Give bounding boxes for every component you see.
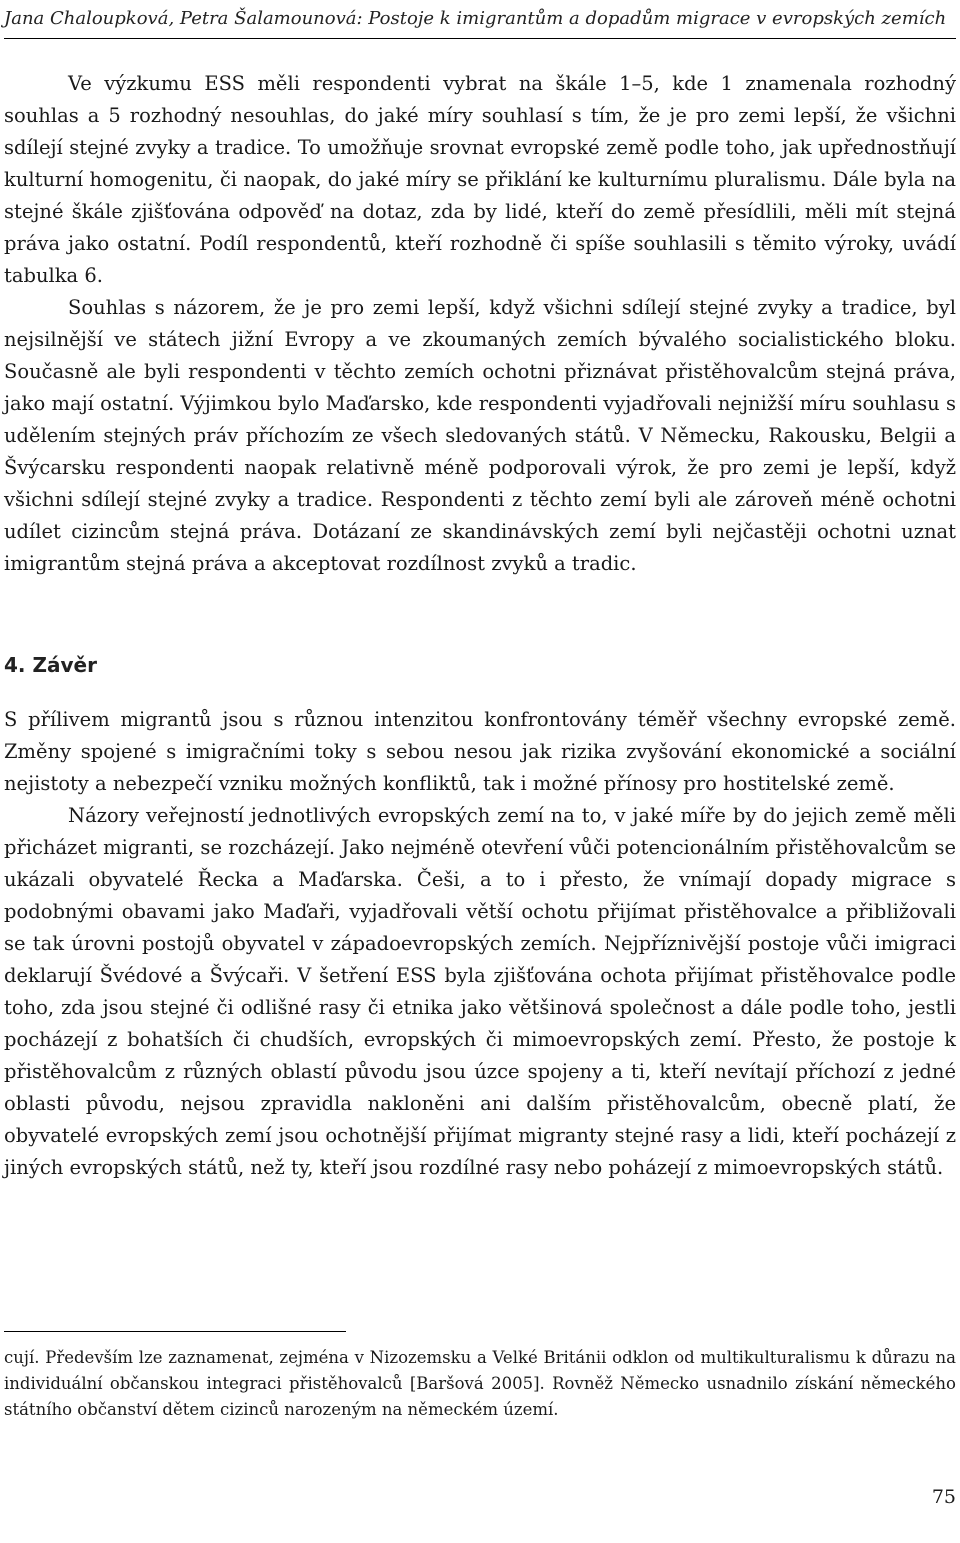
header-rule xyxy=(4,38,956,39)
paragraph-ess-scale: Ve výzkumu ESS měli respondenti vybrat na škále 1–5, kde 1 znamenala rozhodný souhlas a 5 rozhodný nesouhlas, do jaké míry souhlasí s tím, že je pro zemi lepší, že všichni sdílejí stejné zvyky a tradice. To umožňuje srovnat evropské země podle toho, jak upřednostňují kulturní homogenitu, či naopak, do jaké míry se přiklání ke kulturnímu pluralismu. Dále byla na stejné škále zjišťována odpověď na dotaz, zda by lidé, kteří do země přesídlili, měli mít stejná práva jako ostatní. Podíl respondentů, kteří rozhodně či spíše souhlasili s těmito výroky, uvádí tabulka 6. xyxy=(4,72,956,287)
footnote-rule xyxy=(4,1331,346,1332)
page-number: 75 xyxy=(931,1486,956,1508)
footnote: cují. Především lze zaznamenat, zejména v Nizozemsku a Velké Británii odklon od multikulturalismu k důrazu na individuální občanskou integraci přistěhovalců [Baršová 2005]. Rovněž Německo usnadnilo získání německého státního občanství dětem cizinců narozeným na německém území. xyxy=(4,1348,956,1419)
paragraph-conclusion-intro: S přílivem migrantů jsou s různou intenzitou konfrontovány téměř všechny evropské země. Změny spojené s imigračními toky s sebou nesou jak rizika zvyšování ekonomické a sociální nejistoty a nebezpečí vzniku možných konfliktů, tak i možné přínosy pro hostitelské země. xyxy=(4,708,956,795)
section-heading: 4. Závěr xyxy=(4,653,97,677)
paragraph-conclusion-opinions: Názory veřejností jednotlivých evropských zemí na to, v jaké míře by do jejich země měli přicházet migranti, se rozcházejí. Jako nejméně otevření vůči potencionálním přistěhovalcům se ukázali obyvatelé Řecka a Maďarska. Češi, a to i přesto, že vnímají dopady migrace s podobnými obavami jako Maďaři, vyjadřovali větší ochotu přijímat přistěhovalce a přibližovali se tak úrovni postojů obyvatel v západoevropských zemích. Nejpříznivější postoje vůči imigraci deklarují Švédové a Švýcaři. V šetření ESS byla zjišťována ochota přijímat přistěhovalce podle toho, zda jsou stejné či odlišné rasy či etnika jako většinová společnost a dále podle toho, jestli pocházejí z bohatších či chudších, evropských či mimoevropských zemí. Přesto, že postoje k přistěhovalcům z různých oblastí původu jsou úzce spojeny a ti, kteří nevítají příchozí z jedné oblasti původu, nejsou zpravidla nakloněni ani dalším přistěhovalcům, obecně platí, že obyvatelé evropských zemí jsou ochotnější přijímat migranty stejné rasy a lidi, kteří pocházejí z jiných evropských států, než ty, kteří jsou rozdílné rasy nebo poházejí z mimoevropských států. xyxy=(4,804,956,1179)
document-page xyxy=(4,0,956,1543)
running-header: Jana Chaloupková, Petra Šalamounová: Postoje k imigrantům a dopadům migrace v evropských zemích xyxy=(4,8,947,29)
body-text xyxy=(4,68,956,1184)
paragraph-agreement: Souhlas s názorem, že je pro zemi lepší, když všichni sdílejí stejné zvyky a tradice, byl nejsilnější ve státech jižní Evropy a ve zkoumaných zemích bývalého socialistického bloku. Současně ale byli respondenti v těchto zemích ochotni přiznávat přistěhovalcům stejná práva, jako mají ostatní. Výjimkou bylo Maďarsko, kde respondenti vyjadřovali nejnižší míru souhlasu s udělením stejných práv příchozím ze všech sledovaných států. V Německu, Rakousku, Belgii a Švýcarsku respondenti naopak relativně méně podporovali výrok, že pro zemi je lepší, když všichni sdílejí stejné zvyky a tradice. Respondenti z těchto zemí byli ale zároveň méně ochotni udílet cizincům stejná práva. Dotázaní ze skandinávských zemí byli nejčastěji ochotni uznat imigrantům stejná práva a akceptovat rozdílnost zvyků a tradic. xyxy=(4,296,956,575)
